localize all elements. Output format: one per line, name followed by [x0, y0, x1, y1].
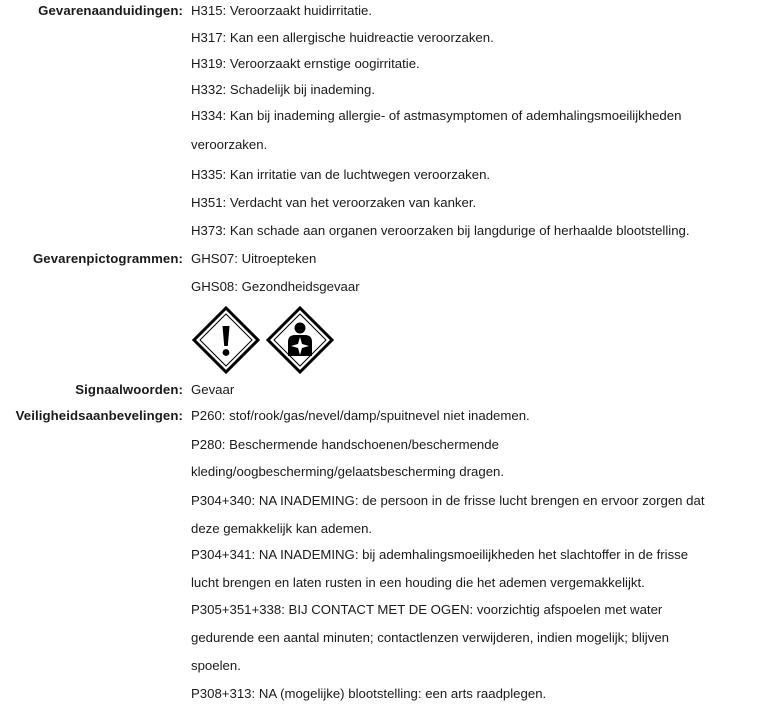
hazard-statements-label: Gevarenaanduidingen:: [38, 3, 183, 18]
precautionary-statement-line: kleding/oogbescherming/gelaatsbescherming dragen.: [191, 464, 505, 479]
pictograms-label: Gevarenpictogrammen:: [32, 251, 183, 266]
precautionary-statements-label: Veiligheidsaanbevelingen:: [15, 408, 183, 423]
hazard-statement-line: H335: Kan irritatie van de luchtwegen veroorzaken.: [191, 167, 491, 182]
precautionary-statement-line: P304+340: NA INADEMING: de persoon in de frisse lucht brengen en ervoor zorgen dat: [191, 493, 705, 508]
precautionary-statement-line: spoelen.: [191, 658, 241, 673]
hazard-statement-line: H332: Schadelijk bij inademing.: [191, 82, 376, 97]
pictogram-line: GHS07: Uitroepteken: [191, 251, 317, 266]
signal-word-value: Gevaar: [191, 382, 235, 397]
hazard-statement-line: H373: Kan schade aan organen veroorzaken bij langdurige of herhaalde blootstelling.: [191, 223, 690, 238]
hazard-statement-line: H319: Veroorzaakt ernstige oogirritatie.: [191, 56, 420, 71]
precautionary-statement-line: gedurende een aantal minuten; contactlenzen verwijderen, indien mogelijk; blijven: [191, 630, 669, 645]
precautionary-statement-line: P260: stof/rook/gas/nevel/damp/spuitnevel niet inademen.: [191, 408, 530, 423]
hazard-statement-line: veroorzaken.: [191, 137, 268, 152]
hazard-statement-line: H317: Kan een allergische huidreactie veroorzaken.: [191, 30, 494, 45]
exclamation-mark-icon: [192, 306, 260, 374]
pictogram-line: GHS08: Gezondheidsgevaar: [191, 279, 360, 294]
precautionary-statement-line: P304+341: NA INADEMING: bij ademhalingsmoeilijkheden het slachtoffer in de frisse: [191, 547, 689, 562]
health-hazard-icon: [266, 306, 334, 374]
precautionary-statement-line: lucht brengen en laten rusten in een houding die het ademen vergemakkelijkt.: [191, 575, 645, 590]
precautionary-statement-line: P305+351+338: BIJ CONTACT MET DE OGEN: voorzichtig afspoelen met water: [191, 602, 663, 617]
precautionary-statement-line: deze gemakkelijk kan ademen.: [191, 521, 373, 536]
precautionary-statement-line: P280: Beschermende handschoenen/beschermende: [191, 437, 499, 452]
precautionary-statement-line: P308+313: NA (mogelijke) blootstelling: een arts raadplegen.: [191, 686, 547, 701]
hazard-statement-line: H351: Verdacht van het veroorzaken van kanker.: [191, 195, 477, 210]
hazard-statement-line: H315: Veroorzaakt huidirritatie.: [191, 3, 373, 18]
hazard-statement-line: H334: Kan bij inademing allergie- of astmasymptomen of ademhalingsmoeilijkheden: [191, 108, 682, 123]
signal-word-label: Signaalwoorden:: [75, 382, 183, 397]
